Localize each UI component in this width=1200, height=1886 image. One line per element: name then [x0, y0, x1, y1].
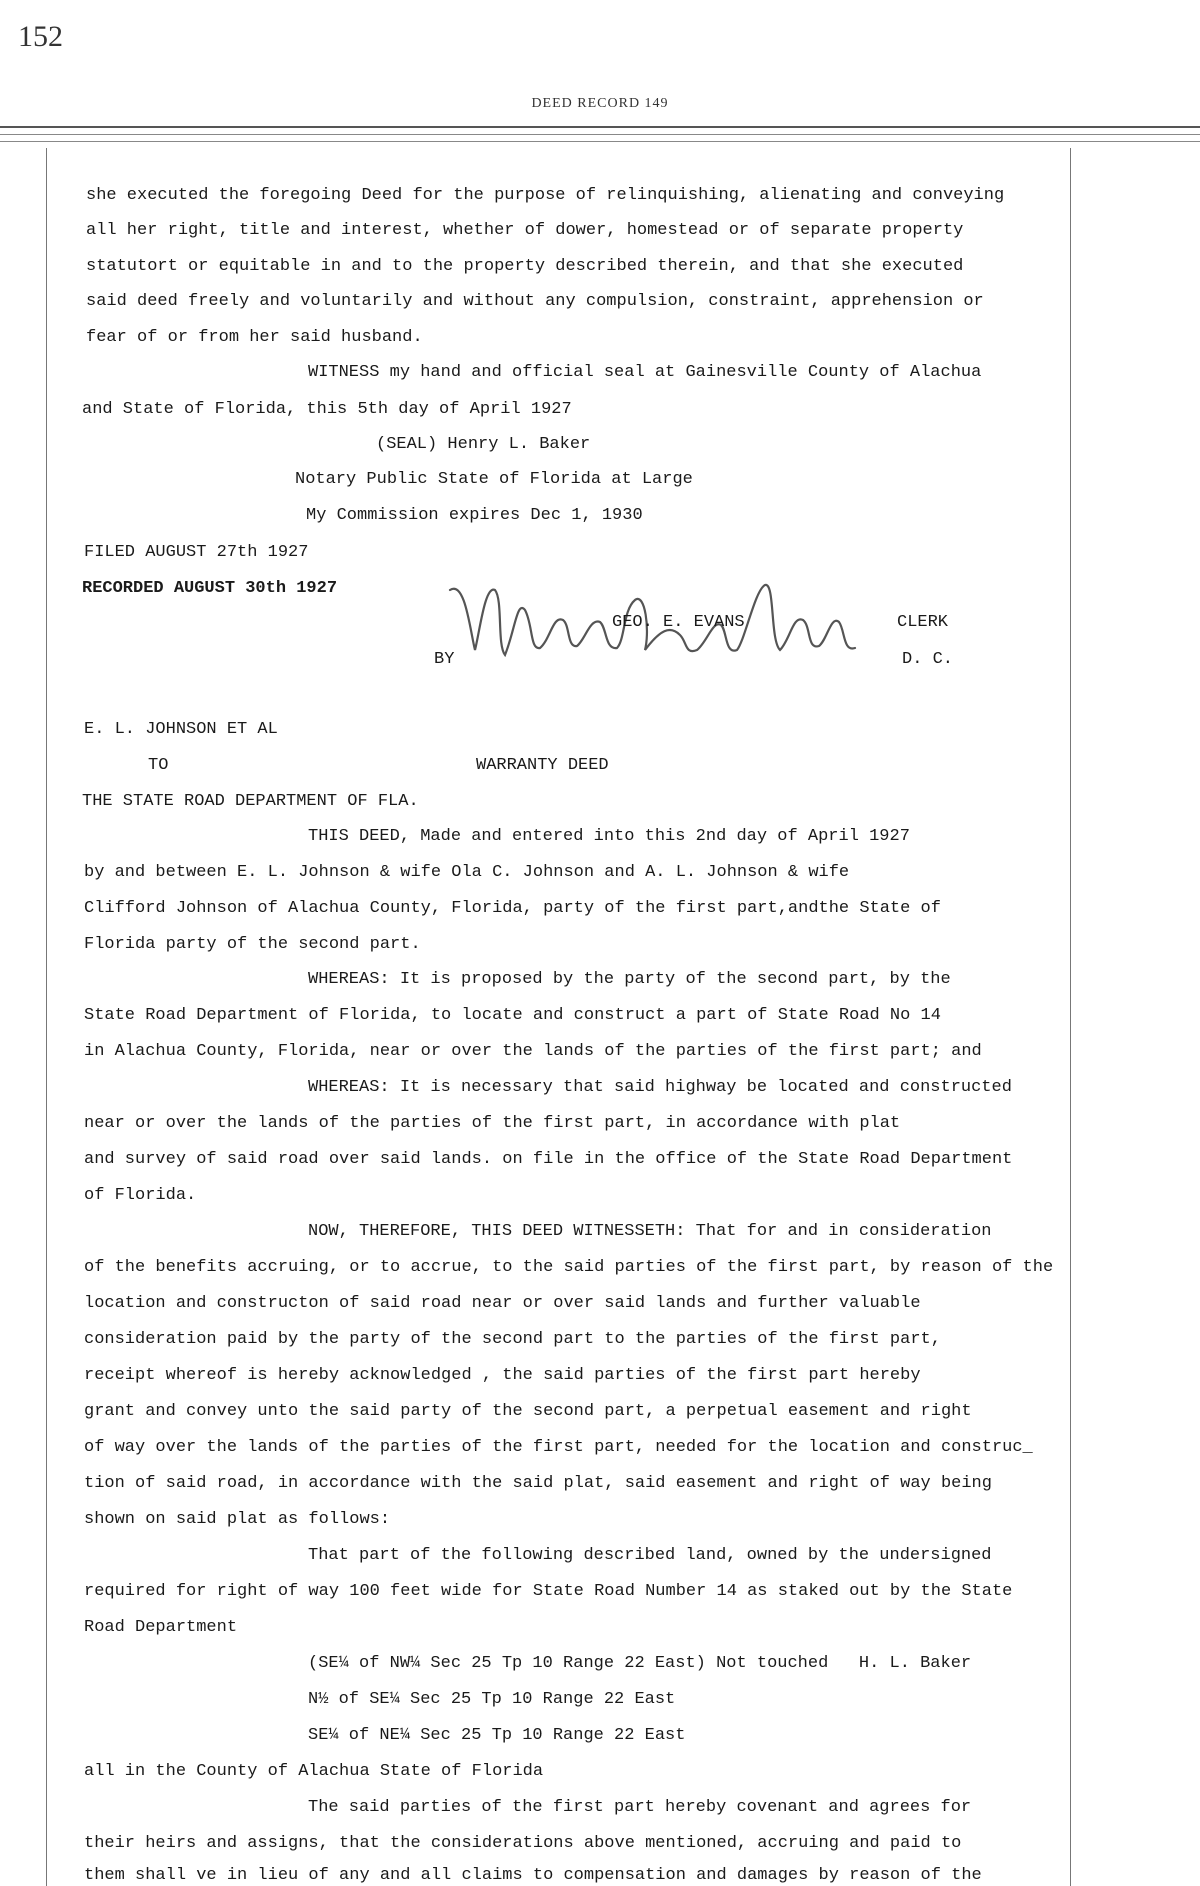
text-line: all in the County of Alachua State of Florida: [84, 1762, 544, 1781]
text-line: of Florida.: [84, 1186, 197, 1205]
text-line: THIS DEED, Made and entered into this 2nd day of April 1927: [308, 827, 910, 846]
text-line: WHEREAS: It is necessary that said highway be located and constructed: [308, 1078, 1012, 1097]
filed-date: FILED AUGUST 27th 1927: [84, 543, 309, 562]
page-number: 152: [18, 20, 63, 53]
text-line: consideration paid by the party of the second part to the parties of the first part,: [84, 1330, 941, 1349]
header-rule-secondary: [0, 134, 1200, 135]
page-header-title: DEED RECORD 149: [531, 96, 669, 111]
text-line: Notary Public State of Florida at Large: [295, 470, 693, 489]
deputy-clerk-label: D. C.: [902, 650, 954, 669]
text-line: and State of Florida, this 5th day of April 1927: [82, 400, 572, 419]
clerk-title: CLERK: [897, 613, 949, 632]
land-description: SE¼ of NE¼ Sec 25 Tp 10 Range 22 East: [308, 1726, 686, 1745]
text-line: grant and convey unto the said party of the second part, a perpetual easement and right: [84, 1402, 972, 1421]
seal-line: (SEAL) Henry L. Baker: [376, 435, 591, 454]
land-description: (SE¼ of NW¼ Sec 25 Tp 10 Range 22 East) Not touched H. L. Baker: [308, 1654, 972, 1673]
text-line: of way over the lands of the parties of the first part, needed for the location and construc_: [84, 1438, 1033, 1457]
text-line: she executed the foregoing Deed for the purpose of relinquishing, alienating and conveying: [86, 186, 1005, 205]
text-line: shown on said plat as follows:: [84, 1510, 391, 1529]
right-margin-line: [1070, 148, 1071, 1886]
text-line: Clifford Johnson of Alachua County, Florida, party of the first part,andthe State of: [84, 899, 941, 918]
text-line: statutort or equitable in and to the property described therein, and that she executed: [86, 257, 964, 276]
text-line: required for right of way 100 feet wide for State Road Number 14 as staked out by the State: [84, 1582, 1013, 1601]
text-line: them shall ve in lieu of any and all claims to compensation and damages by reason of the: [84, 1866, 982, 1885]
text-line: receipt whereof is hereby acknowledged , the said parties of the first part hereby: [84, 1366, 921, 1385]
left-margin-line: [46, 148, 47, 1886]
text-line: Florida party of the second part.: [84, 935, 421, 954]
clerk-name: GEO. E. EVANS: [612, 613, 745, 632]
text-line: by and between E. L. Johnson & wife Ola C. Johnson and A. L. Johnson & wife: [84, 863, 850, 882]
text-line: their heirs and assigns, that the considerations above mentioned, accruing and paid to: [84, 1834, 962, 1853]
text-line: near or over the lands of the parties of the first part, in accordance with plat: [84, 1114, 901, 1133]
by-label: BY: [434, 650, 455, 669]
text-line: fear of or from her said husband.: [86, 328, 423, 347]
text-line: The said parties of the first part hereby covenant and agrees for: [308, 1798, 972, 1817]
grantee-heading: THE STATE ROAD DEPARTMENT OF FLA.: [82, 792, 419, 811]
text-line: tion of said road, in accordance with the said plat, said easement and right of way being: [84, 1474, 992, 1493]
deed-type-heading: WARRANTY DEED: [476, 756, 609, 775]
text-line: all her right, title and interest, whether of dower, homestead or of separate property: [86, 221, 964, 240]
text-line: in Alachua County, Florida, near or over the lands of the parties of the first part; and: [84, 1042, 982, 1061]
land-description: N½ of SE¼ Sec 25 Tp 10 Range 22 East: [308, 1690, 676, 1709]
text-line: said deed freely and voluntarily and without any compulsion, constraint, apprehension or: [86, 292, 984, 311]
grantor-heading: E. L. JOHNSON ET AL: [84, 720, 278, 739]
recorded-date: RECORDED AUGUST 30th 1927: [82, 579, 338, 598]
text-line: That part of the following described land, owned by the undersigned: [308, 1546, 992, 1565]
header-rule: [0, 126, 1200, 128]
text-line: WHEREAS: It is proposed by the party of the second part, by the: [308, 970, 951, 989]
text-line: State Road Department of Florida, to locate and construct a part of State Road No 14: [84, 1006, 941, 1025]
text-line: of the benefits accruing, or to accrue, to the said parties of the first part, by reason of the: [84, 1258, 1054, 1277]
text-line: NOW, THEREFORE, THIS DEED WITNESSETH: That for and in consideration: [308, 1222, 992, 1241]
text-line: Road Department: [84, 1618, 238, 1637]
text-line: WITNESS my hand and official seal at Gainesville County of Alachua: [308, 363, 982, 382]
text-line: My Commission expires Dec 1, 1930: [306, 506, 643, 525]
text-line: and survey of said road over said lands. on file in the office of the State Road Department: [84, 1150, 1013, 1169]
text-line: location and constructon of said road near or over said lands and further valuable: [84, 1294, 921, 1313]
header-rule-tertiary: [0, 141, 1200, 142]
to-label: TO: [148, 756, 169, 775]
